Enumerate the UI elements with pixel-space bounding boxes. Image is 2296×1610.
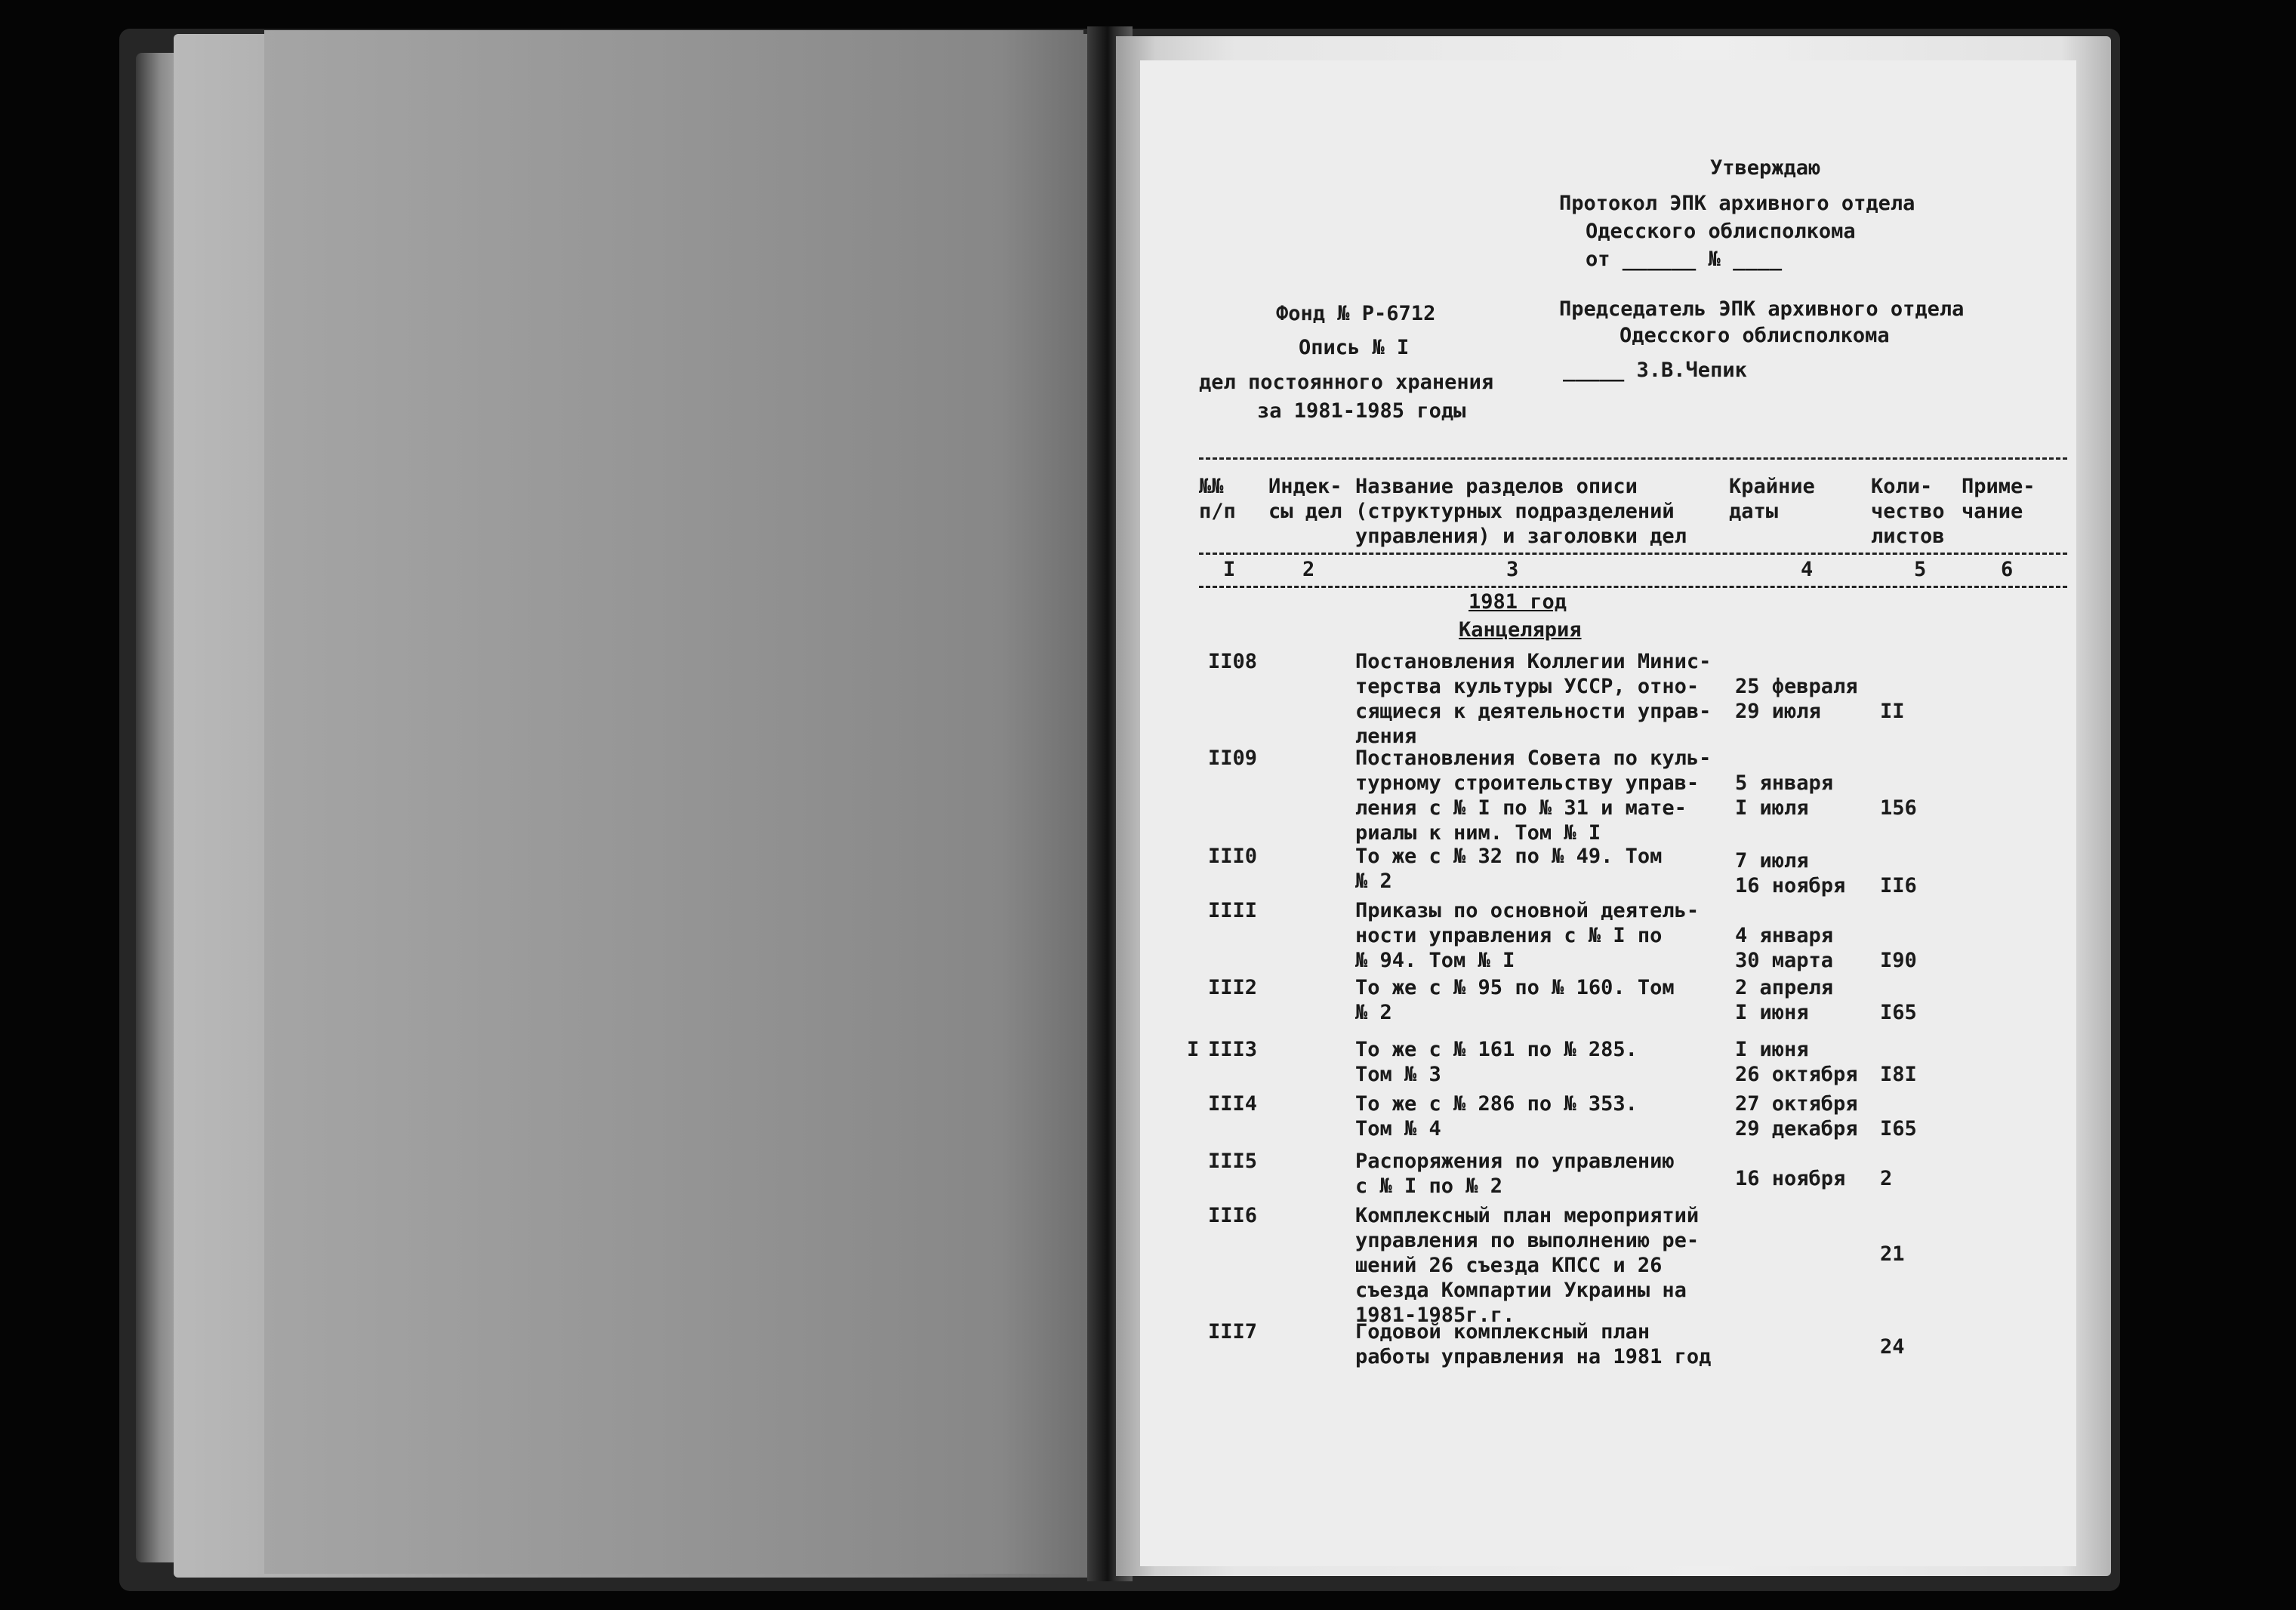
row-sheets: 21	[1880, 1242, 1905, 1266]
row-title: Приказы по основной деятель- ности управления с № I по № 94. Том № I	[1355, 899, 1700, 972]
col-header-number: №№ п/п	[1199, 475, 1236, 523]
col-header-sheets: Коли- чество листов	[1871, 475, 1945, 548]
row-title: Распоряжения по управлению с № I по № 2	[1355, 1150, 1675, 1198]
header-rule-mid	[1199, 553, 2067, 555]
row-title: Годовой комплексный план работы управления на 1981 год	[1355, 1320, 1712, 1368]
row-index: III2	[1208, 976, 1258, 999]
row-dates: I июня 26 октября	[1735, 1038, 1858, 1086]
approval-line-1: Утверждаю	[1710, 156, 1821, 180]
header-rule-bottom	[1199, 586, 2067, 588]
row-title: Постановления Коллегии Минис- терства культуры УССР, отно- сящиеся к деятельности управ- ления	[1355, 650, 1712, 748]
approval-line-5: Председатель ЭПК архивного отдела	[1559, 297, 1965, 321]
row-sheets: II6	[1880, 874, 1917, 897]
col-number-2: 2	[1302, 558, 1315, 581]
row-title: То же с № 161 по № 285. Том № 3	[1355, 1038, 1638, 1086]
row-sheets: 156	[1880, 796, 1917, 820]
fond-number: Фонд № Р-6712	[1276, 302, 1436, 325]
row-sheets: I8I	[1880, 1063, 1917, 1086]
margin-mark: I	[1187, 1038, 1200, 1061]
fond-years: за 1981-1985 годы	[1257, 399, 1466, 423]
row-index: IIII	[1208, 899, 1258, 922]
approval-line-4: от ______ № ____	[1586, 248, 1783, 271]
col-number-1: I	[1223, 558, 1236, 581]
col-header-notes: Приме- чание	[1962, 475, 2036, 523]
row-sheets: 24	[1880, 1335, 1905, 1359]
row-title: То же с № 32 по № 49. Том № 2	[1355, 845, 1663, 893]
row-title: Постановления Совета по куль- турному строительству управ- ления с № I по № 31 и мате- риалы к ним. Том № I	[1355, 747, 1712, 845]
row-index: II09	[1208, 747, 1258, 770]
header-rule-top	[1199, 457, 2067, 460]
row-index: III7	[1208, 1320, 1258, 1344]
left-page-sheet	[264, 30, 1083, 1574]
approval-line-6: Одесского облисполкома	[1620, 324, 1890, 347]
row-title: То же с № 95 по № 160. Том № 2	[1355, 976, 1675, 1024]
row-sheets: I90	[1880, 949, 1917, 972]
approval-line-3: Одесского облисполкома	[1586, 220, 1856, 243]
row-dates: 2 апреля I июня	[1735, 976, 1834, 1024]
row-dates: 7 июля 16 ноября	[1735, 849, 1846, 897]
row-sheets: II	[1880, 700, 1905, 723]
row-sheets: I65	[1880, 1001, 1917, 1024]
col-header-dates: Крайние даты	[1729, 475, 1815, 523]
col-number-3: 3	[1506, 558, 1519, 581]
approval-signature: _____ З.В.Чепик	[1563, 359, 1747, 382]
row-index: III5	[1208, 1150, 1258, 1173]
row-title: То же с № 286 по № 353. Том № 4	[1355, 1092, 1638, 1141]
col-number-4: 4	[1801, 558, 1814, 581]
col-number-5: 5	[1914, 558, 1927, 581]
row-dates: 16 ноября	[1735, 1167, 1846, 1190]
row-dates: 5 января I июля	[1735, 771, 1834, 820]
col-header-title: Название разделов описи (структурных подразделений управления) и заголовки дел	[1355, 475, 1687, 548]
row-sheets: 2	[1880, 1167, 1893, 1190]
row-dates: 27 октября 29 декабря	[1735, 1092, 1858, 1141]
row-index: III0	[1208, 845, 1258, 868]
row-index: III4	[1208, 1092, 1258, 1116]
row-index: II08	[1208, 650, 1258, 673]
row-title: Комплексный план мероприятий управления по выполнению ре- шений 26 съезда КПСС и 26 съезда Компартии Украины на 1981-1985г.г.	[1355, 1204, 1700, 1327]
fond-storage-line: дел постоянного хранения	[1199, 371, 1494, 394]
col-number-6: 6	[2001, 558, 2014, 581]
section-year: 1981 год	[1469, 590, 1567, 614]
approval-line-2: Протокол ЭПК архивного отдела	[1559, 192, 1915, 215]
section-department: Канцелярия	[1459, 618, 1582, 642]
row-index: III6	[1208, 1204, 1258, 1227]
row-index: III3	[1208, 1038, 1258, 1061]
col-header-index: Индек- сы дел	[1268, 475, 1342, 523]
row-dates: 25 февраля 29 июля	[1735, 675, 1858, 723]
row-dates: 4 января 30 марта	[1735, 924, 1834, 972]
row-sheets: I65	[1880, 1117, 1917, 1141]
opis-number: Опись № I	[1299, 336, 1410, 359]
